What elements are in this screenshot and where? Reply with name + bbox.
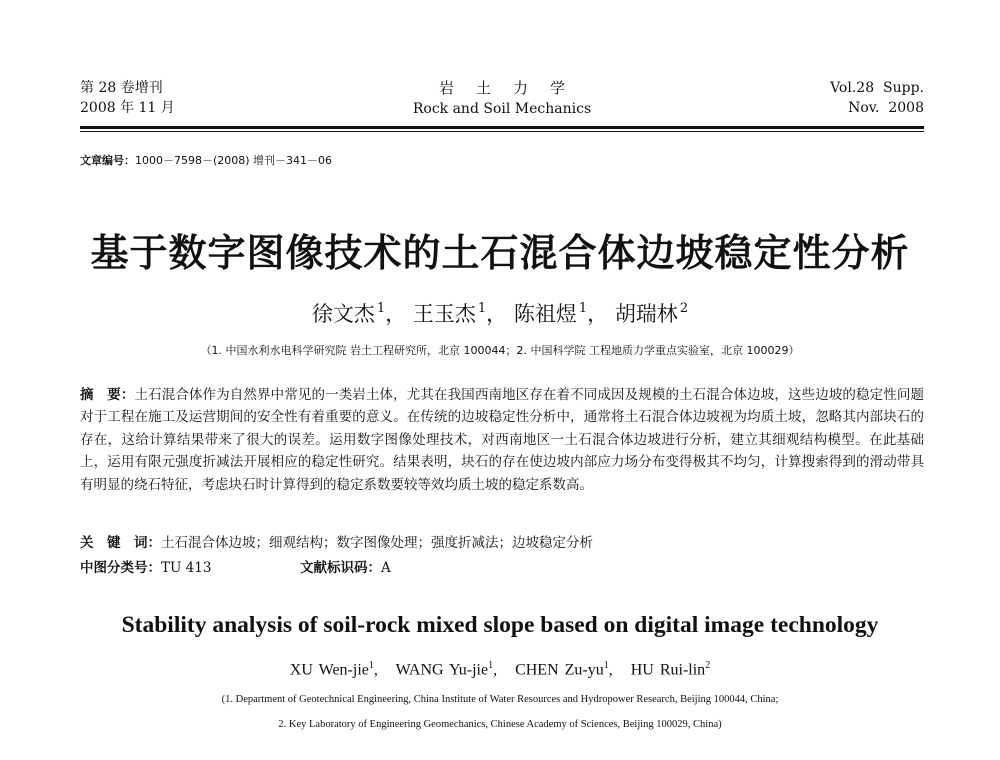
header-rule-thick	[80, 126, 924, 129]
clc-label: 中图分类号：	[80, 560, 161, 576]
affiliation-en-2: 2. Key Laboratory of Engineering Geomechanics, Chinese Academy of Sciences, Beijing 100029, China)	[278, 719, 722, 730]
author-en: XU Wen-jie	[289, 661, 369, 679]
author-sep: ,	[373, 661, 390, 679]
article-number	[80, 152, 332, 168]
keywords-cn	[80, 531, 593, 551]
author-sep: ，	[486, 302, 508, 326]
author-en: CHEN Zu-yu	[515, 661, 604, 679]
keywords-label: 关 键 词：	[80, 535, 161, 551]
abstract-cn	[80, 384, 924, 496]
abstract-label: 摘 要：	[80, 387, 135, 403]
article-number-label: 文章编号：	[80, 154, 135, 167]
author-en-sup: 1	[603, 660, 609, 671]
author-en: WANG Yu-jie	[395, 661, 489, 679]
author-sep: ，	[385, 302, 407, 326]
author-cn: 胡瑞林	[614, 302, 678, 326]
keywords-text: 土石混合体边坡；细观结构；数字图像处理；强度折减法；边坡稳定分析	[161, 535, 593, 551]
author-cn-sup: 2	[679, 301, 689, 316]
header-right	[830, 78, 924, 118]
date-en: Nov. 2008	[848, 100, 924, 116]
date-cn: 2008 年 11 月	[80, 100, 175, 116]
author-en-sup: 2	[705, 660, 711, 671]
author-cn-sup: 1	[477, 301, 487, 316]
volume-cn: 第 28 卷增刊	[80, 80, 163, 96]
author-en: HU Rui-lin	[630, 661, 706, 679]
affiliation-cn: （1. 中国水利水电科学研究院 岩土工程研究所，北京 100044；2. 中国科学院 工程地质力学重点实验室，北京 100029）	[200, 344, 800, 357]
header-rule-thin	[80, 131, 924, 132]
classification	[80, 556, 391, 576]
authors-en	[0, 660, 1000, 679]
author-sep: ，	[587, 302, 609, 326]
authors-cn	[0, 298, 1000, 328]
author-cn: 王玉杰	[412, 302, 476, 326]
affiliation-en-1: (1. Department of Geotechnical Engineering, China Institute of Water Resources and Hydropower Research, Beijing 100044, China;	[221, 694, 779, 705]
journal-name-cn: 岩土力学	[438, 79, 587, 97]
author-cn-sup: 1	[578, 301, 588, 316]
author-sep: ,	[493, 661, 510, 679]
abstract-text: 土石混合体作为自然界中常见的一类岩土体，尤其在我国西南地区存在着不同成因及规模的土石混合体边坡，这些边坡的稳定性问题对于工程在施工及运营期间的安全性有着重要的意义。在传统的边坡稳定性分析中，通常将土石混合体边坡视为均质土坡，忽略其内部块石的存在，这给计算结果带来了很大的误差。运用数字图像处理技术，对西南地区一土石混合体边坡进行分析，建立其细观结构模型。在此基础上，运用有限元强度折减法开展相应的稳定性研究。结果表明，块石的存在使边坡内部应力场分布变得极其不均匀，计算搜索得到的滑动带具有明显的绕石特征，考虑块石时计算得到的稳定系数要较等效均质土坡的稳定系数高。	[80, 387, 925, 493]
author-sep: ,	[608, 661, 625, 679]
author-cn: 陈祖煜	[513, 302, 577, 326]
volume-en: Vol.28 Supp.	[830, 80, 924, 96]
journal-header	[80, 78, 924, 122]
clc-value: TU 413	[161, 560, 212, 576]
doc-code	[300, 556, 391, 576]
doc-code-value: A	[381, 560, 391, 576]
journal-name-en: Rock and Soil Mechanics	[412, 101, 592, 117]
article-number-value: 1000－7598－(2008) 增刊－341－06	[135, 154, 333, 167]
title-cn: 基于数字图像技术的土石混合体边坡稳定性分析	[90, 231, 910, 275]
author-cn: 徐文杰	[311, 302, 375, 326]
author-cn-sup: 1	[376, 301, 386, 316]
header-center	[80, 78, 924, 119]
title-en: Stability analysis of soil-rock mixed slope based on digital image technology	[121, 612, 879, 638]
author-en-sup: 1	[368, 660, 374, 671]
author-en-sup: 1	[488, 660, 494, 671]
doc-code-label: 文献标识码：	[300, 560, 381, 576]
